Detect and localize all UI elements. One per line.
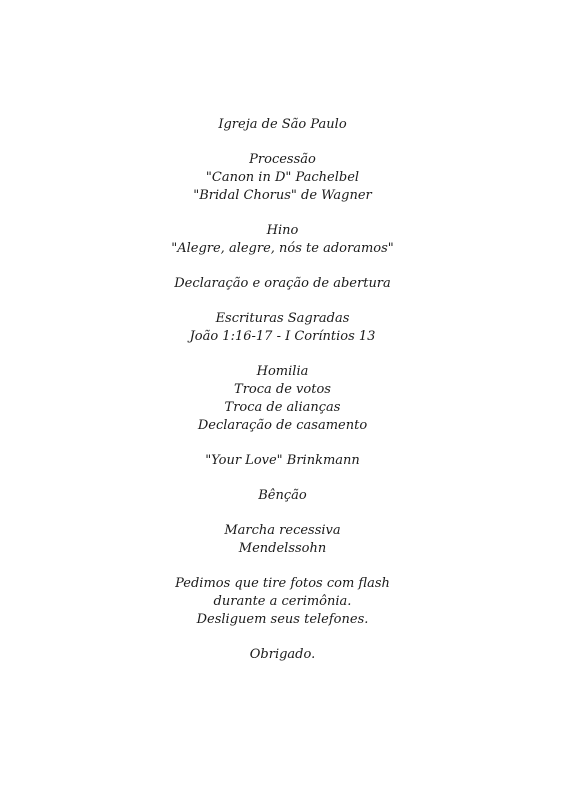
- exchange-rings: Troca de alianças: [224, 400, 341, 415]
- section-homily: [0, 363, 565, 435]
- section-song: [0, 452, 565, 470]
- processional-piece-1: "Canon in D" Pachelbel: [205, 170, 360, 185]
- blessing: Bênção: [258, 488, 307, 503]
- notice-line-3: Desliguem seus telefones.: [196, 612, 369, 627]
- section-recessional: [0, 522, 565, 558]
- section-hymn: [0, 222, 565, 258]
- scripture-heading: Escrituras Sagradas: [215, 311, 350, 326]
- recessional-heading: Marcha recessiva: [224, 523, 341, 538]
- hymn-heading: Hino: [266, 223, 299, 238]
- exchange-vows: Troca de votos: [234, 382, 331, 397]
- processional-heading: Processão: [249, 152, 316, 167]
- ceremony-program: [0, 116, 565, 681]
- hymn-title: "Alegre, alegre, nós te adoramos": [171, 241, 394, 256]
- thank-you: Obrigado.: [249, 647, 316, 662]
- section-notice: [0, 575, 565, 629]
- section-thanks: [0, 646, 565, 664]
- homily-heading: Homilia: [256, 364, 309, 379]
- section-blessing: [0, 487, 565, 505]
- song-title: "Your Love" Brinkmann: [205, 453, 360, 468]
- notice-line-1: Pedimos que tire fotos com flash: [175, 576, 390, 591]
- church-name: Igreja de São Paulo: [218, 117, 347, 132]
- scripture-references: João 1:16-17 - I Coríntios 13: [189, 329, 376, 344]
- section-scripture: [0, 310, 565, 346]
- processional-piece-2: "Bridal Chorus" de Wagner: [193, 188, 372, 203]
- section-opening: [0, 275, 565, 293]
- marriage-declaration: Declaração de casamento: [197, 418, 368, 433]
- notice-line-2: durante a cerimônia.: [213, 594, 352, 609]
- section-processional: [0, 151, 565, 205]
- recessional-composer: Mendelssohn: [238, 541, 327, 556]
- section-church: [0, 116, 565, 134]
- opening-prayer: Declaração e oração de abertura: [174, 276, 391, 291]
